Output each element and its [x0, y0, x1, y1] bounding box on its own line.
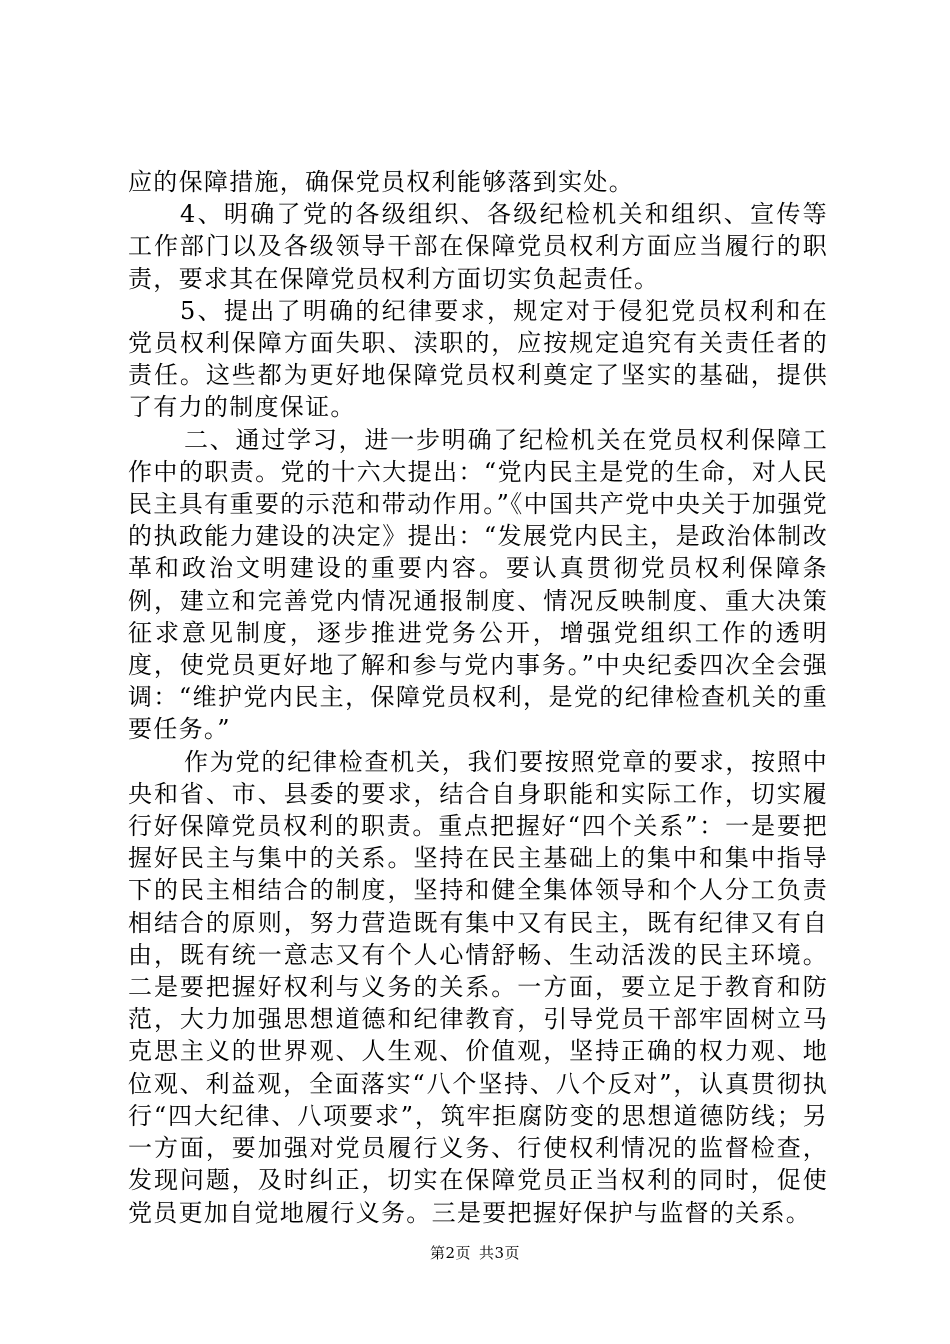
page-number: 第2页 — [429, 1244, 471, 1262]
paragraph-section-2: 二、通过学习，进一步明确了纪检机关在党员权利保障工作中的职责。党的十六大提出：“党内民主是党的生命，对人民民主具有重要的示范和带动作用。”《中国共产党中央关于加强党的执政能力建设的决定》提出：“发展党内民主，是政治体制改革和政治文明建设的重要内容。要认真贯彻党员权利保障条例，建立和完善党内情况通报制度、情况反映制度、重大决策征求意见制度，逐步推进党务公开，增强党组织工作的透明度，使党员更好地了解和参与党内事务。”中央纪委四次全会强调：“维护党内民主，保障党员权利，是党的纪律检查机关的重要任务。” — [128, 425, 828, 744]
page-total: 共3页 — [479, 1244, 521, 1262]
paragraph-item-5: 5、提出了明确的纪律要求，规定对于侵犯党员权利和在党员权利保障方面失职、渎职的，应按规定追究有关责任者的责任。这些都为更好地保障党员权利奠定了坚实的基础，提供了有力的制度保证。 — [128, 296, 828, 422]
paragraph-item-4: 4、明确了党的各级组织、各级纪检机关和组织、宣传等工作部门以及各级领导干部在保障党员权利方面应当履行的职责，要求其在保障党员权利方面切实负起责任。 — [128, 200, 828, 293]
paragraph-duties: 作为党的纪律检查机关，我们要按照党章的要求，按照中央和省、市、县委的要求，结合自身职能和实际工作，切实履行好保障党员权利的职责。重点把握好“四个关系”：一是要把握好民主与集中的关系。坚持在民主基础上的集中和集中指导下的民主相结合的制度，坚持和健全集体领导和个人分工负责相结合的原则，努力营造既有集中又有民主，既有纪律又有自由，既有统一意志又有个人心情舒畅、生动活泼的民主环境。二是要把握好权利与义务的关系。一方面，要立足于教育和防范，大力加强思想道德和纪律教育，引导党员干部牢固树立马克思主义的世界观、人生观、价值观，坚持正确的权力观、地位观、利益观，全面落实“八个坚持、八个反对”，认真贯彻执行“四大纪律、八项要求”，筑牢拒腐防变的思想道德防线；另一方面，要加强对党员履行义务、行使权利情况的监督检查，发现问题，及时纠正，切实在保障党员正当权利的同时，促使党员更加自觉地履行义务。三是要把握好保护与监督的关系。 — [128, 747, 828, 1227]
document-body — [128, 166, 828, 1229]
paragraph-continuation: 应的保障措施，确保党员权利能够落到实处。 — [128, 168, 634, 196]
page-footer — [0, 1243, 950, 1263]
